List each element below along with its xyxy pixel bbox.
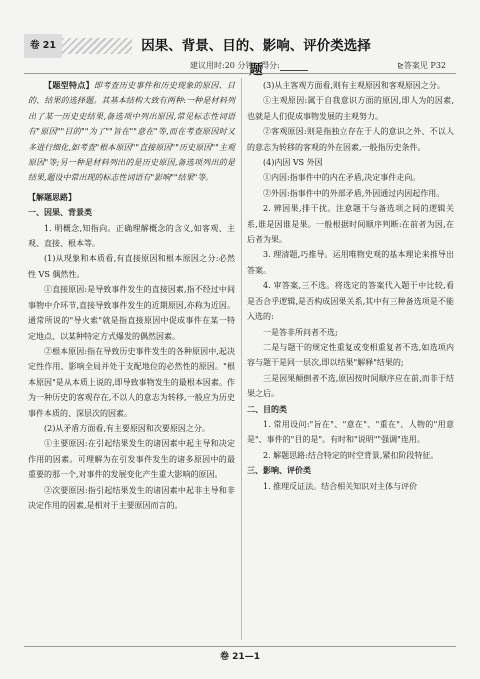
right-p14: 2. 解题思路:结合特定的时空背景,紧扣阶段特征。 — [263, 450, 439, 460]
section1-title: 一、因果、背景类 — [28, 208, 92, 218]
left-p2: (1)从现象和本质看,有直接原因和根本原因之分:必然性 VS 偶然性。 — [28, 254, 235, 279]
left-p4: ②根本原因:指在导致历史事件发生的各种原因中,起决定性作用、影响全局并处于支配地位的必然性的原因。"根本原因"是从本质上说的,即导致事物发生的最根本因素。作为一种历史的客观存在,不以人的意志为转移,一般应为历史事件本质的、深层次的因素。 — [28, 346, 235, 418]
section2-title: 二、目的类 — [247, 404, 287, 414]
left-p3: ①直接原因:是导致事件发生的直接因素,指不经过中间事物中介环节,直接导致事件发生的近期原因,亦称为近因。通常所说的"导火索"就是指直接原因中促成事件在某一特定地点、以某种特定方式爆发的偶然因素。 — [28, 285, 235, 341]
right-p15: 1. 推理反证法。结合相关知识对主体与评价 — [263, 481, 418, 491]
page-title: 因果、背景、目的、影响、评价类选择题 — [141, 38, 371, 78]
bottom-divider — [24, 646, 456, 647]
time-label: 建议用时:20 分钟 — [190, 61, 254, 70]
volume-badge: 卷 21 — [24, 34, 62, 58]
answer-ref-text: 答案见 P32 — [403, 61, 446, 70]
time-score-line — [190, 60, 308, 71]
top-divider — [24, 73, 456, 74]
answer-icon: ⊵ — [397, 61, 404, 70]
right-column — [247, 78, 454, 494]
right-p5: ①内因:指事件中的内在矛盾,决定事件走向。 — [263, 173, 421, 183]
right-p10: 一是答非所问者不选; — [263, 327, 338, 337]
right-p6: ②外因:指事件中的外部矛盾,外因通过内因起作用。 — [263, 188, 445, 198]
answer-reference — [397, 60, 446, 71]
thinking-title: 【解题思路】 — [28, 192, 76, 202]
intro-label: 【题型特点】 — [44, 81, 94, 90]
intro-text: 即考查历史事件和历史现象的原因、目的、结果的选择题。其基本结构大致有两种:一种是材料列出了某一历史史结果,备选项中列出原因,常见标志性词语有"原因""目的""为了""旨在""意在"等,而在考查原因时又多进行细化,如考查"根本原因""直接原因""历史原因""主观原因"等;另一种是材料列出的是历史原因,备选项列出的是结果,题设中常出现的标志性词语有"影响""结果"等。 — [28, 81, 236, 183]
right-p8: 3. 理清题,巧推导。运用唯物史观的基本理论来推导出答案。 — [247, 250, 454, 275]
section3-title: 三、影响、评价类 — [247, 466, 311, 476]
score-blank — [280, 61, 308, 71]
right-p7: 2. 辨因果,排干扰。注意题干与备选项之间的逻辑关系,谁是因谁是果。一般根据时间顺序判断:在前者为因,在后者为果。 — [247, 204, 454, 245]
left-p5: (2)从矛盾方面看,有主要原因和次要原因之分。 — [44, 423, 210, 433]
right-p2: ①主观原因:属于自我意识方面的原因,即人为的因素,也就是人们促成事物发展的主观努力。 — [247, 96, 454, 121]
right-p11: 二是与题干的规定性重复或变相重复者不选,如选项内容与题干是同一层次,即以结果"解释"结果的; — [247, 342, 454, 368]
decorative-hatch — [62, 38, 132, 54]
right-p13: 1. 常用设问:"旨在"、"意在"、"重在"、人物的"用意是"、事件的"目的是"。有时和"说明""强调"连用。 — [247, 419, 454, 445]
score-label: 得分: — [261, 61, 280, 70]
right-p3: ②客观原因:则是指独立存在于人的意识之外、不以人的意志为转移的客观的外在因素,一般指历史条件。 — [247, 127, 454, 152]
left-p6: ①主要原因:在引起结果发生的诸因素中起主导和决定作用的因素。可理解为在引发事件发生的诸多原因中的最重要的那一个,对事件的发展变化产生重大影响的原因。 — [28, 439, 235, 480]
intro-paragraph — [28, 78, 235, 186]
right-p12: 三是因果颠倒者不选,原因按时间顺序应在前,而非于结果之后。 — [247, 373, 454, 399]
right-p1: (3)从主客观方面看,则有主观原因和客观原因之分。 — [263, 81, 445, 90]
left-p1: 1. 明概念,知指向。正确理解概念的含义,如客观、主观、直接、根本等。 — [28, 223, 235, 249]
column-divider — [241, 78, 242, 640]
left-p7: ②次要原因:指引起结果发生的诸因素中起非主导和非决定作用的因素,是相对于主要原因而言的。 — [28, 485, 235, 510]
right-p4: (4)内因 VS 外因 — [263, 158, 323, 168]
right-p9: 4. 审答案,三不选。将选定的答案代入题干中比较,看是否合乎逻辑,是否构成因果关系,其中有三种备选项是不能入选的: — [247, 281, 454, 322]
page-number: 卷 21—1 — [220, 652, 260, 662]
left-column — [28, 78, 235, 513]
